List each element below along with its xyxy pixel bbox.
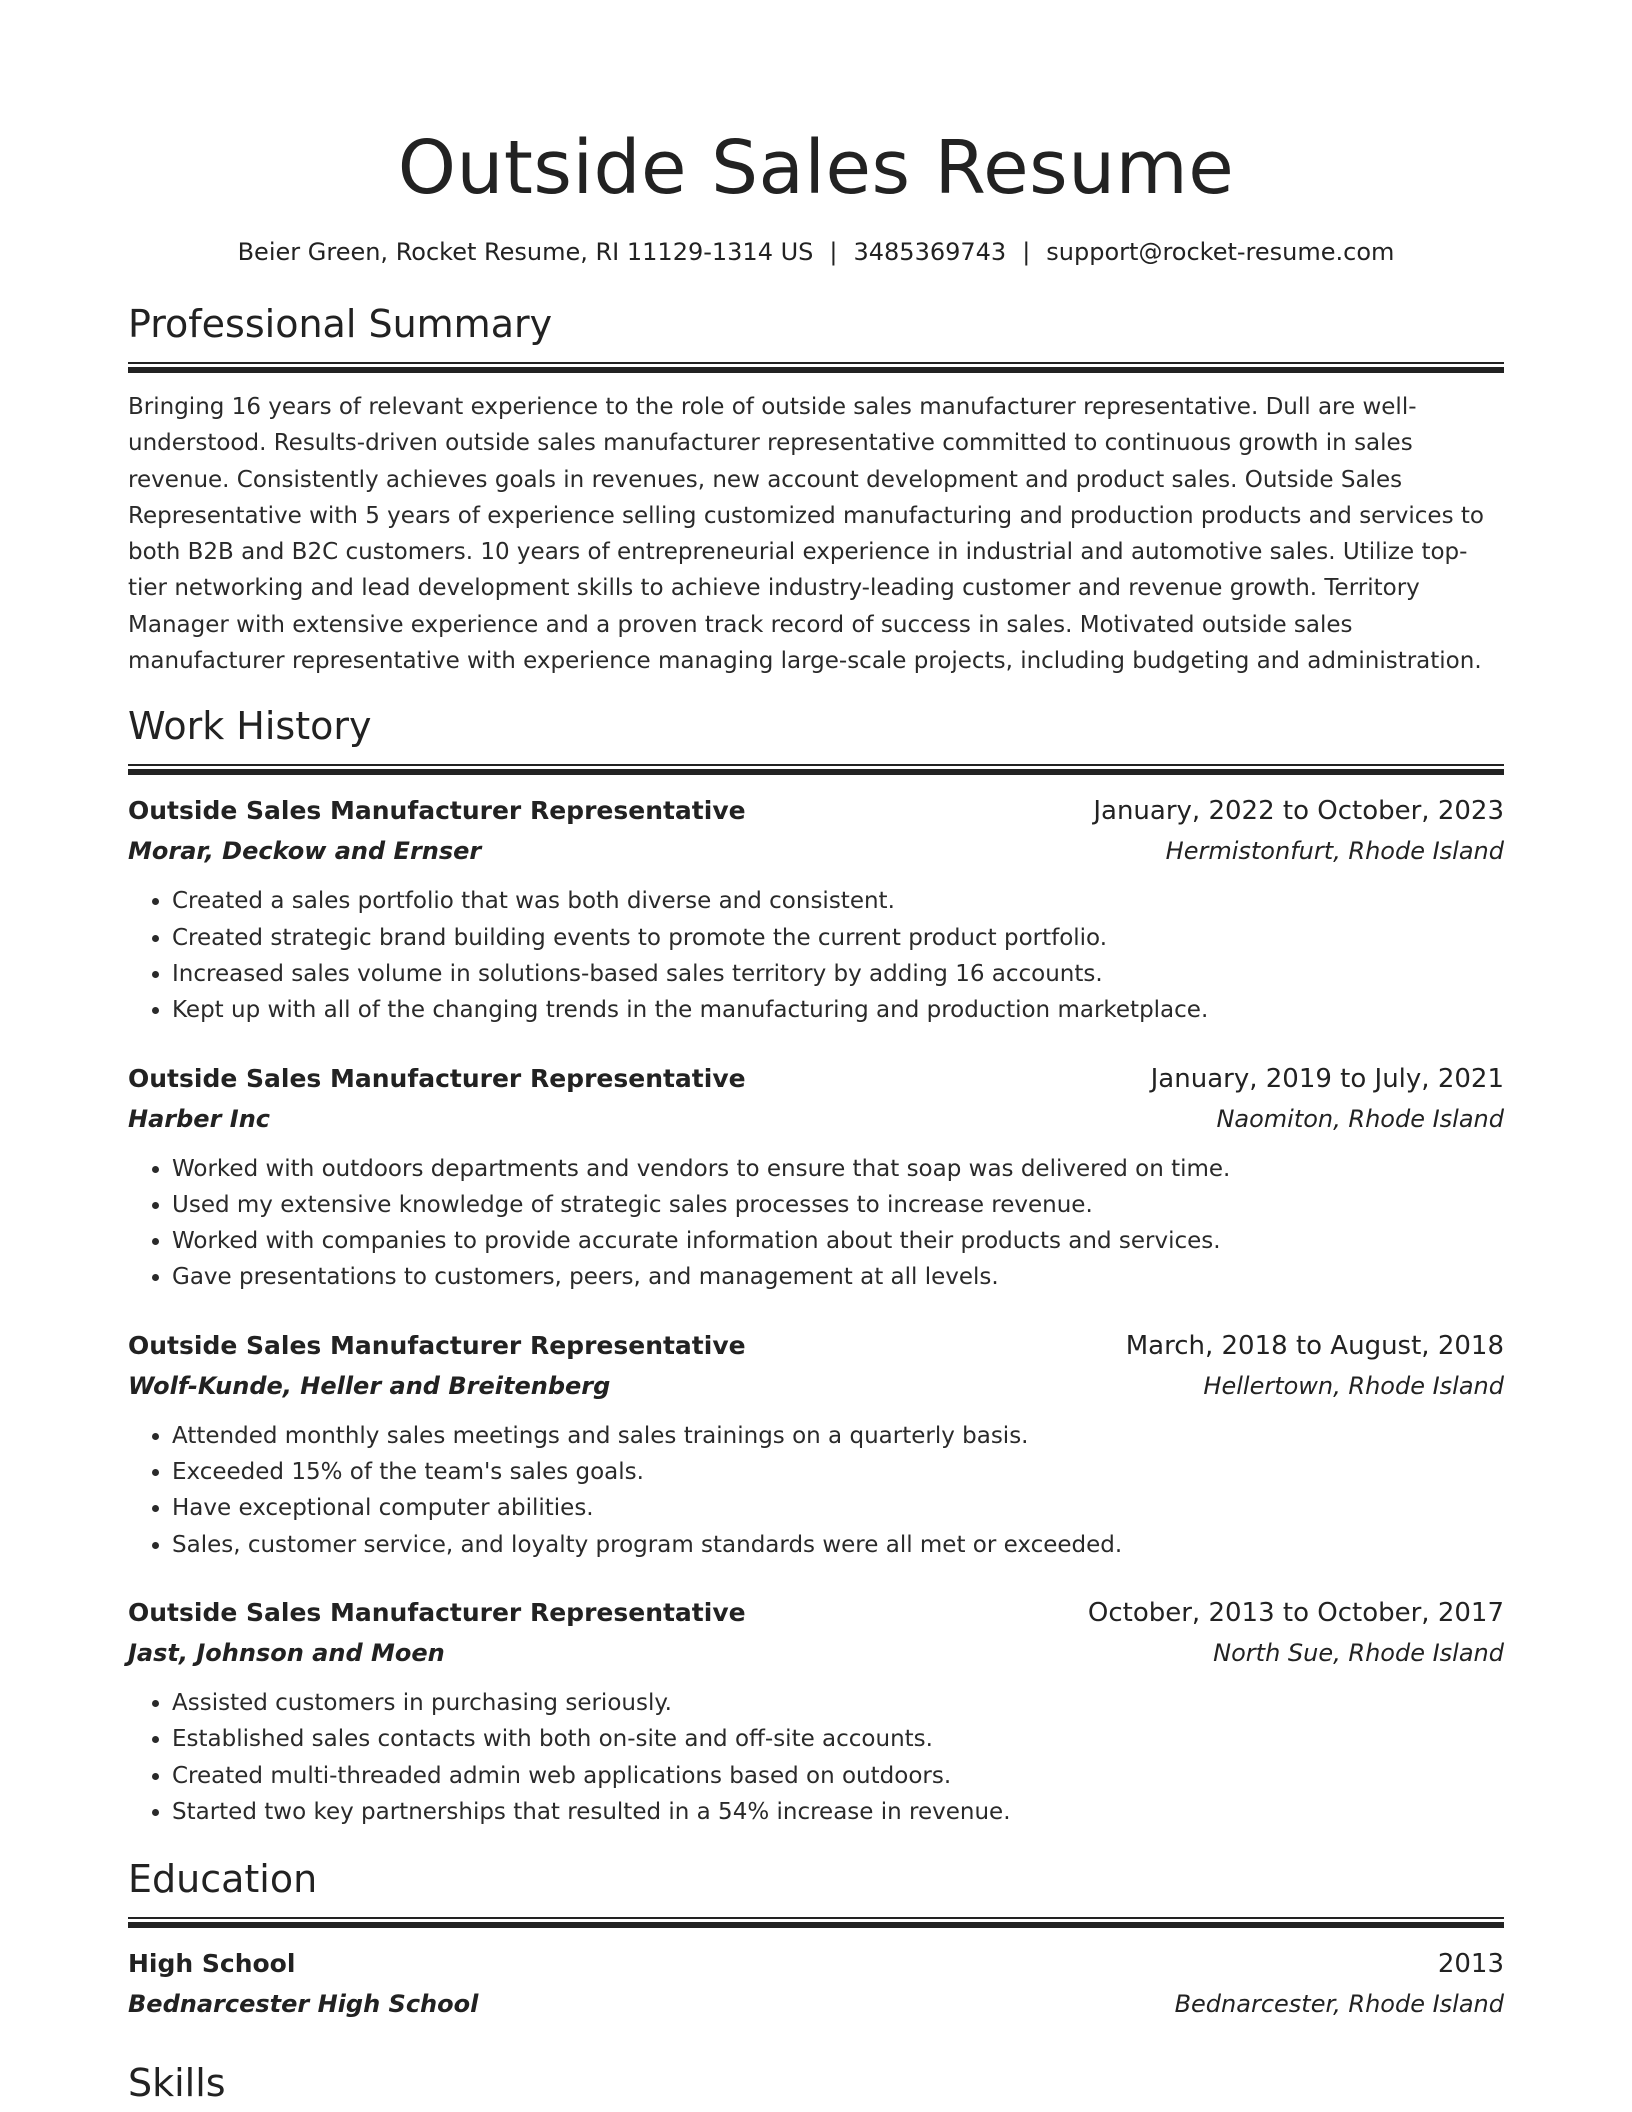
job-company: Wolf-Kunde, Heller and Breitenberg xyxy=(128,1371,611,1400)
job-location: Naomiton, Rhode Island xyxy=(1216,1104,1504,1133)
job-company-row xyxy=(128,1366,1504,1406)
job-entry xyxy=(128,1059,1504,1296)
job-entry xyxy=(128,1326,1504,1563)
job-title: Outside Sales Manufacturer Representative xyxy=(128,796,746,826)
job-bullet: • Sales, customer service, and loyalty program standards were all met or exceeded. xyxy=(172,1527,1504,1563)
contact-address: Beier Green, Rocket Resume, RI 11129-1314 US xyxy=(237,238,814,266)
job-header-row xyxy=(128,791,1504,831)
job-company-row xyxy=(128,831,1504,871)
job-company: Morar, Deckow and Ernser xyxy=(128,837,482,866)
job-company-row xyxy=(128,1633,1504,1673)
summary-text: Bringing 16 years of relevant experience to the role of outside sales manufacturer representative. Dull are well-understood. Results-driven outside sales manufacturer representative committed to continuous growth in sales revenue. Consistently achieves goals in revenues, new account development and product sales. Outside Sales Representative with 5 years of experience selling customized manufacturing and production products and services to both B2B and B2C customers. 10 years of entrepreneurial experience in industrial and automotive sales. Utilize top-tier networking and lead development skills to achieve industry-leading customer and revenue growth. Territory Manager with extensive experience and a proven track record of success in sales. Motivated outside sales manufacturer representative with experience managing large-scale projects, including budgeting and administration. xyxy=(128,394,1484,675)
job-bullet: • Attended monthly sales meetings and sales trainings on a quarterly basis. xyxy=(172,1418,1504,1454)
job-bullet: • Used my extensive knowledge of strategic sales processes to increase revenue. xyxy=(172,1187,1504,1223)
job-company-row xyxy=(128,1099,1504,1139)
job-bullets xyxy=(128,1418,1504,1563)
job-location: Hermistonfurt, Rhode Island xyxy=(1165,837,1504,866)
job-dates: January, 2022 to October, 2023 xyxy=(1093,796,1504,827)
job-company: Harber Inc xyxy=(128,1104,271,1133)
page-title: Outside Sales Resume xyxy=(397,125,1235,211)
job-header-row xyxy=(128,1059,1504,1099)
job-bullet: • Increased sales volume in solutions-based sales territory by adding 16 accounts. xyxy=(172,956,1504,992)
job-bullet: • Created strategic brand building events to promote the current product portfolio. xyxy=(172,920,1504,956)
job-bullet: • Created multi-threaded admin web applications based on outdoors. xyxy=(172,1758,1504,1794)
education-school: Bednarcester High School xyxy=(128,1990,479,2019)
section-divider xyxy=(128,1917,1504,1928)
contact-email: support@rocket-resume.com xyxy=(1046,238,1395,266)
job-bullet: • Worked with companies to provide accurate information about their products and services. xyxy=(172,1223,1504,1259)
job-bullet: • Worked with outdoors departments and vendors to ensure that soap was delivered on time. xyxy=(172,1151,1504,1187)
education-heading: Education xyxy=(128,1857,318,1902)
job-header-row xyxy=(128,1326,1504,1366)
job-bullet: • Established sales contacts with both on-site and off-site accounts. xyxy=(172,1721,1504,1757)
job-entry xyxy=(128,1593,1504,1830)
job-dates: October, 2013 to October, 2017 xyxy=(1087,1597,1504,1628)
education-entry xyxy=(128,1944,1504,2024)
contact-phone: 3485369743 xyxy=(853,238,1007,266)
job-dates: March, 2018 to August, 2018 xyxy=(1125,1330,1504,1361)
job-bullet: • Created a sales portfolio that was both diverse and consistent. xyxy=(172,883,1504,919)
job-bullets xyxy=(128,1685,1504,1830)
work-history-heading: Work History xyxy=(128,704,372,749)
job-bullet: • Assisted customers in purchasing seriously. xyxy=(172,1685,1504,1721)
job-bullets xyxy=(128,883,1504,1028)
job-dates: January, 2019 to July, 2021 xyxy=(1150,1063,1504,1094)
job-bullet: • Have exceptional computer abilities. xyxy=(172,1490,1504,1526)
summary-heading: Professional Summary xyxy=(128,302,553,346)
job-company: Jast, Johnson and Moen xyxy=(128,1638,445,1667)
job-location: Hellertown, Rhode Island xyxy=(1203,1371,1504,1400)
job-bullet: • Kept up with all of the changing trends in the manufacturing and production marketplace. xyxy=(172,992,1504,1028)
education-location: Bednarcester, Rhode Island xyxy=(1174,1990,1504,2019)
skills-heading: Skills xyxy=(128,2061,226,2106)
job-bullet: • Started two key partnerships that resulted in a 54% increase in revenue. xyxy=(172,1794,1504,1830)
section-divider xyxy=(128,764,1504,775)
contact-line xyxy=(128,235,1504,269)
job-title: Outside Sales Manufacturer Representative xyxy=(128,1330,746,1360)
education-header-row xyxy=(128,1944,1504,1984)
job-title: Outside Sales Manufacturer Representative xyxy=(128,1063,746,1093)
job-header-row xyxy=(128,1593,1504,1633)
education-degree: High School xyxy=(128,1949,296,1979)
job-bullets xyxy=(128,1151,1504,1296)
job-entry xyxy=(128,791,1504,1028)
education-school-row xyxy=(128,1984,1504,2024)
job-location: North Sue, Rhode Island xyxy=(1213,1638,1504,1667)
education-year: 2013 xyxy=(1437,1949,1504,1980)
resume-page xyxy=(128,0,1504,2108)
section-divider xyxy=(128,362,1504,373)
job-bullet: • Gave presentations to customers, peers, and management at all levels. xyxy=(172,1259,1504,1295)
contact-separator: | xyxy=(829,238,838,266)
contact-separator: | xyxy=(1022,238,1031,266)
job-title: Outside Sales Manufacturer Representative xyxy=(128,1597,746,1627)
job-bullet: • Exceeded 15% of the team's sales goals. xyxy=(172,1454,1504,1490)
